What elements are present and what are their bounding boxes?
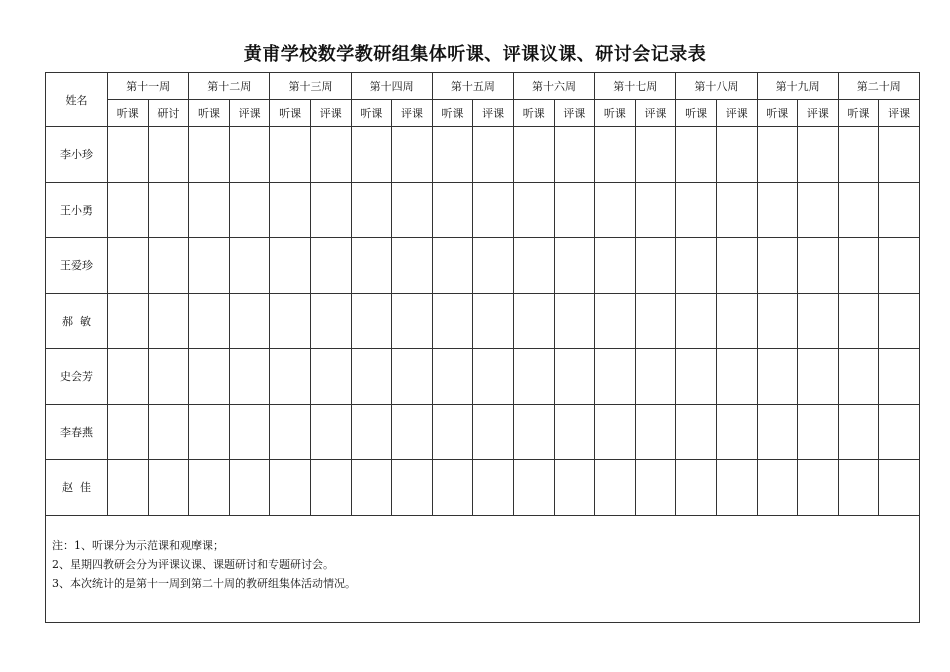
header-row-weeks bbox=[46, 73, 920, 100]
record-cell[interactable] bbox=[879, 460, 920, 516]
record-cell[interactable] bbox=[432, 349, 473, 405]
activity-type-header: 听课 bbox=[270, 100, 311, 127]
record-cell[interactable] bbox=[554, 127, 595, 183]
activity-type-header: 听课 bbox=[676, 100, 717, 127]
record-cell[interactable] bbox=[757, 460, 798, 516]
record-cell[interactable] bbox=[108, 404, 149, 460]
record-cell[interactable] bbox=[635, 460, 676, 516]
record-cell[interactable] bbox=[676, 127, 717, 183]
activity-type-header: 评课 bbox=[229, 100, 270, 127]
record-cell[interactable] bbox=[757, 404, 798, 460]
record-cell[interactable] bbox=[595, 404, 636, 460]
record-cell[interactable] bbox=[108, 238, 149, 294]
record-cell[interactable] bbox=[879, 127, 920, 183]
week-header: 第十四周 bbox=[351, 73, 432, 100]
name-header: 姓名 bbox=[46, 73, 108, 127]
record-cell[interactable] bbox=[757, 349, 798, 405]
record-cell[interactable] bbox=[432, 460, 473, 516]
record-cell[interactable] bbox=[392, 127, 433, 183]
teacher-row bbox=[46, 127, 920, 183]
record-cell[interactable] bbox=[838, 460, 879, 516]
record-cell[interactable] bbox=[635, 127, 676, 183]
teacher-row bbox=[46, 182, 920, 238]
record-cell[interactable] bbox=[108, 127, 149, 183]
activity-type-header: 听课 bbox=[757, 100, 798, 127]
record-cell[interactable] bbox=[392, 349, 433, 405]
record-cell[interactable] bbox=[554, 349, 595, 405]
record-cell[interactable] bbox=[838, 127, 879, 183]
record-cell[interactable] bbox=[270, 460, 311, 516]
record-cell[interactable] bbox=[392, 460, 433, 516]
activity-type-header: 评课 bbox=[879, 100, 920, 127]
record-cell[interactable] bbox=[595, 293, 636, 349]
record-cell[interactable] bbox=[838, 293, 879, 349]
record-cell[interactable] bbox=[432, 293, 473, 349]
record-cell[interactable] bbox=[554, 182, 595, 238]
record-cell[interactable] bbox=[635, 349, 676, 405]
record-cell[interactable] bbox=[189, 460, 230, 516]
record-cell[interactable] bbox=[229, 349, 270, 405]
record-cell[interactable] bbox=[351, 238, 392, 294]
record-cell[interactable] bbox=[798, 404, 839, 460]
record-cell[interactable] bbox=[148, 404, 189, 460]
week-header: 第十八周 bbox=[676, 73, 757, 100]
record-cell[interactable] bbox=[554, 238, 595, 294]
document-title: 黄甫学校数学教研组集体听课、评课议课、研讨会记录表 bbox=[243, 44, 707, 65]
activity-type-header: 研讨 bbox=[148, 100, 189, 127]
record-cell[interactable] bbox=[513, 127, 554, 183]
record-cell[interactable] bbox=[513, 460, 554, 516]
record-cell[interactable] bbox=[473, 182, 514, 238]
record-cell[interactable] bbox=[392, 293, 433, 349]
record-cell[interactable] bbox=[351, 460, 392, 516]
note-line: 2、星期四教研会分为评课议课、课题研讨和专题研讨会。 bbox=[52, 557, 334, 571]
record-cell[interactable] bbox=[270, 182, 311, 238]
record-cell[interactable] bbox=[676, 238, 717, 294]
header-row-types bbox=[46, 100, 920, 127]
note-line: 注：1、听课分为示范课和观摩课； bbox=[52, 538, 224, 552]
notes-row bbox=[46, 515, 920, 622]
activity-type-header: 听课 bbox=[108, 100, 149, 127]
teacher-name: 李春燕 bbox=[46, 404, 108, 460]
record-cell[interactable] bbox=[513, 293, 554, 349]
week-header: 第十七周 bbox=[595, 73, 676, 100]
teacher-name: 史会芳 bbox=[46, 349, 108, 405]
record-cell[interactable] bbox=[432, 404, 473, 460]
record-cell[interactable] bbox=[798, 349, 839, 405]
record-cell[interactable] bbox=[310, 349, 351, 405]
week-header: 第十三周 bbox=[270, 73, 351, 100]
record-cell[interactable] bbox=[595, 127, 636, 183]
record-cell[interactable] bbox=[798, 460, 839, 516]
record-cell[interactable] bbox=[554, 293, 595, 349]
record-cell[interactable] bbox=[879, 293, 920, 349]
record-cell[interactable] bbox=[716, 349, 757, 405]
record-cell[interactable] bbox=[838, 238, 879, 294]
record-cell[interactable] bbox=[635, 182, 676, 238]
record-cell[interactable] bbox=[392, 238, 433, 294]
activity-type-header: 评课 bbox=[716, 100, 757, 127]
record-cell[interactable] bbox=[635, 404, 676, 460]
record-cell[interactable] bbox=[351, 127, 392, 183]
record-cell[interactable] bbox=[310, 238, 351, 294]
record-cell[interactable] bbox=[108, 460, 149, 516]
activity-type-header: 听课 bbox=[513, 100, 554, 127]
record-cell[interactable] bbox=[798, 182, 839, 238]
teacher-name: 赵 佳 bbox=[46, 460, 108, 516]
record-cell[interactable] bbox=[838, 182, 879, 238]
record-cell[interactable] bbox=[432, 127, 473, 183]
record-cell[interactable] bbox=[879, 182, 920, 238]
record-cell[interactable] bbox=[716, 127, 757, 183]
activity-type-header: 评课 bbox=[554, 100, 595, 127]
record-cell[interactable] bbox=[148, 127, 189, 183]
week-header: 第十六周 bbox=[513, 73, 594, 100]
record-cell[interactable] bbox=[270, 238, 311, 294]
record-cell[interactable] bbox=[108, 349, 149, 405]
record-cell[interactable] bbox=[148, 460, 189, 516]
week-header: 第十九周 bbox=[757, 73, 838, 100]
activity-type-header: 评课 bbox=[392, 100, 433, 127]
record-cell[interactable] bbox=[595, 238, 636, 294]
record-cell[interactable] bbox=[432, 238, 473, 294]
record-cell[interactable] bbox=[635, 238, 676, 294]
activity-type-header: 评课 bbox=[473, 100, 514, 127]
record-cell[interactable] bbox=[229, 404, 270, 460]
record-cell[interactable] bbox=[310, 182, 351, 238]
record-cell[interactable] bbox=[310, 460, 351, 516]
record-cell[interactable] bbox=[676, 460, 717, 516]
record-cell[interactable] bbox=[676, 293, 717, 349]
activity-type-header: 评课 bbox=[635, 100, 676, 127]
record-cell[interactable] bbox=[392, 404, 433, 460]
record-cell[interactable] bbox=[798, 127, 839, 183]
record-cell[interactable] bbox=[716, 293, 757, 349]
record-cell[interactable] bbox=[270, 127, 311, 183]
activity-type-header: 听课 bbox=[595, 100, 636, 127]
record-cell[interactable] bbox=[432, 182, 473, 238]
record-cell[interactable] bbox=[270, 404, 311, 460]
record-cell[interactable] bbox=[513, 238, 554, 294]
record-cell[interactable] bbox=[148, 349, 189, 405]
record-cell[interactable] bbox=[351, 349, 392, 405]
teacher-name: 郝 敏 bbox=[46, 293, 108, 349]
activity-type-header: 听课 bbox=[838, 100, 879, 127]
activity-type-header: 听课 bbox=[189, 100, 230, 127]
record-cell[interactable] bbox=[635, 293, 676, 349]
teacher-row bbox=[46, 460, 920, 516]
activity-type-header: 评课 bbox=[798, 100, 839, 127]
record-cell[interactable] bbox=[716, 404, 757, 460]
notes-cell bbox=[46, 515, 920, 622]
record-cell[interactable] bbox=[757, 238, 798, 294]
record-cell[interactable] bbox=[879, 404, 920, 460]
record-cell[interactable] bbox=[229, 182, 270, 238]
record-cell[interactable] bbox=[270, 293, 311, 349]
record-cell[interactable] bbox=[676, 182, 717, 238]
record-cell[interactable] bbox=[716, 182, 757, 238]
record-cell[interactable] bbox=[838, 404, 879, 460]
week-header: 第十五周 bbox=[432, 73, 513, 100]
record-cell[interactable] bbox=[392, 182, 433, 238]
record-cell[interactable] bbox=[879, 349, 920, 405]
record-cell[interactable] bbox=[189, 127, 230, 183]
record-cell[interactable] bbox=[229, 238, 270, 294]
record-cell[interactable] bbox=[473, 349, 514, 405]
record-cell[interactable] bbox=[473, 127, 514, 183]
note-line: 3、本次统计的是第十一周到第二十周的教研组集体活动情况。 bbox=[52, 576, 356, 590]
record-cell[interactable] bbox=[473, 293, 514, 349]
record-cell[interactable] bbox=[310, 127, 351, 183]
record-cell[interactable] bbox=[716, 238, 757, 294]
record-cell[interactable] bbox=[798, 238, 839, 294]
record-cell[interactable] bbox=[473, 238, 514, 294]
activity-type-header: 听课 bbox=[351, 100, 392, 127]
teacher-row bbox=[46, 238, 920, 294]
week-header: 第十二周 bbox=[189, 73, 270, 100]
activity-type-header: 评课 bbox=[310, 100, 351, 127]
week-header: 第二十周 bbox=[838, 73, 919, 100]
week-header: 第十一周 bbox=[108, 73, 189, 100]
record-cell[interactable] bbox=[229, 293, 270, 349]
record-cell[interactable] bbox=[189, 404, 230, 460]
record-cell[interactable] bbox=[595, 460, 636, 516]
record-cell[interactable] bbox=[595, 182, 636, 238]
record-cell[interactable] bbox=[148, 182, 189, 238]
record-cell[interactable] bbox=[798, 293, 839, 349]
record-cell[interactable] bbox=[351, 182, 392, 238]
teacher-row bbox=[46, 349, 920, 405]
record-cell[interactable] bbox=[310, 404, 351, 460]
record-cell[interactable] bbox=[554, 404, 595, 460]
record-cell[interactable] bbox=[757, 293, 798, 349]
record-table bbox=[45, 72, 920, 623]
activity-type-header: 听课 bbox=[432, 100, 473, 127]
record-cell[interactable] bbox=[473, 404, 514, 460]
record-cell[interactable] bbox=[351, 293, 392, 349]
record-cell[interactable] bbox=[270, 349, 311, 405]
record-cell[interactable] bbox=[189, 238, 230, 294]
teacher-row bbox=[46, 293, 920, 349]
record-cell[interactable] bbox=[189, 182, 230, 238]
record-cell[interactable] bbox=[513, 349, 554, 405]
record-cell[interactable] bbox=[554, 460, 595, 516]
record-cell[interactable] bbox=[108, 293, 149, 349]
record-cell[interactable] bbox=[595, 349, 636, 405]
record-cell[interactable] bbox=[716, 460, 757, 516]
record-cell[interactable] bbox=[229, 127, 270, 183]
record-cell[interactable] bbox=[757, 182, 798, 238]
record-cell[interactable] bbox=[148, 238, 189, 294]
teacher-name: 李小珍 bbox=[46, 127, 108, 183]
record-cell[interactable] bbox=[148, 293, 189, 349]
record-cell[interactable] bbox=[676, 404, 717, 460]
record-cell[interactable] bbox=[513, 182, 554, 238]
record-cell[interactable] bbox=[351, 404, 392, 460]
record-cell[interactable] bbox=[676, 349, 717, 405]
record-cell[interactable] bbox=[513, 404, 554, 460]
teacher-row bbox=[46, 404, 920, 460]
record-cell[interactable] bbox=[189, 293, 230, 349]
record-cell[interactable] bbox=[229, 460, 270, 516]
record-cell[interactable] bbox=[108, 182, 149, 238]
record-cell[interactable] bbox=[879, 238, 920, 294]
record-cell[interactable] bbox=[757, 127, 798, 183]
record-cell[interactable] bbox=[310, 293, 351, 349]
record-cell[interactable] bbox=[473, 460, 514, 516]
teacher-name: 王爱珍 bbox=[46, 238, 108, 294]
teacher-name: 王小勇 bbox=[46, 182, 108, 238]
record-cell[interactable] bbox=[838, 349, 879, 405]
record-cell[interactable] bbox=[189, 349, 230, 405]
